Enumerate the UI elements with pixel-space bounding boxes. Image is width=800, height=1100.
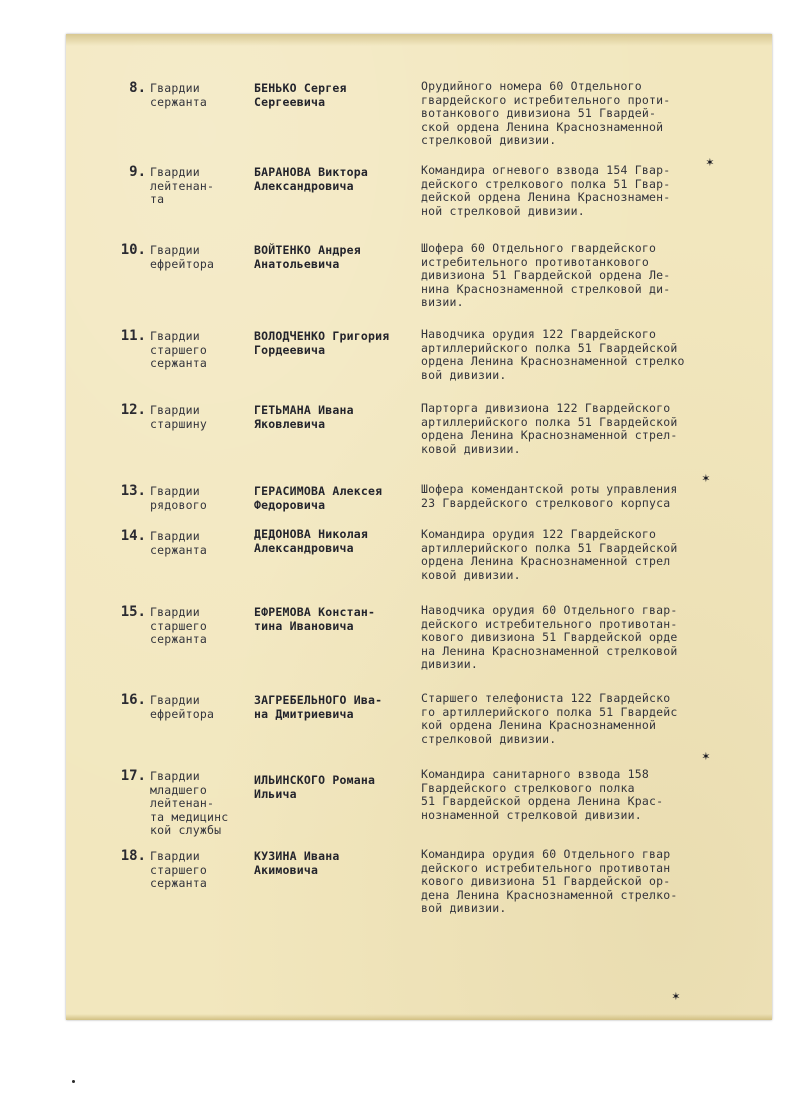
entry-number: 9. bbox=[129, 164, 146, 180]
entry-name: ГЕРАСИМОВА Алексея Федоровича bbox=[254, 484, 383, 512]
page-edge-bottom bbox=[66, 1014, 772, 1020]
entry-description: Командира орудия 60 Отдельного гвар дейского истребительного противотан кового дивизиона 51 Гвардейской ор- дена Ленина Краснознаменной стрелко- вой дивизии. bbox=[421, 847, 678, 915]
entry-name: КУЗИНА Ивана Акимовича bbox=[254, 849, 340, 877]
check-mark-icon: ✶ bbox=[706, 155, 714, 170]
entry-number: 12. bbox=[120, 402, 146, 418]
entry-description: Старшего телефониста 122 Гвардейско го артиллерийского полка 51 Гвардейс кой ордена Ленина Краснознаменной стрелковой дивизии. bbox=[421, 691, 678, 746]
entry-rank: Гвардии сержанта bbox=[150, 81, 207, 109]
entry-name: ЕФРЕМОВА Констан- тина Ивановича bbox=[254, 605, 376, 633]
check-mark-icon: ✶ bbox=[672, 989, 680, 1004]
entry-rank: Гвардии старшего сержанта bbox=[150, 329, 207, 370]
entry-number: 8. bbox=[129, 80, 146, 96]
entry-description: Командира санитарного взвода 158 Гвардейского стрелкового полка 51 Гвардейской ордена Ленина Крас- нознаменной стрелковой дивизии. bbox=[421, 767, 664, 822]
entry-name: ДЕДОНОВА Николая Александровича bbox=[254, 527, 368, 555]
entry-rank: Гвардии рядового bbox=[150, 484, 207, 512]
entry-name: ВОЛОДЧЕНКО Григория Гордеевича bbox=[254, 329, 390, 357]
entry-rank: Гвардии лейтенан- та bbox=[150, 165, 215, 206]
entry-rank: Гвардии старшину bbox=[150, 403, 207, 431]
entry-description: Шофера комендантской роты управления 23 Гвардейского стрелкового корпуса bbox=[421, 482, 678, 510]
entry-name: ИЛЬИНСКОГО Романа Ильича bbox=[254, 773, 376, 801]
entry-name: ГЕТЬМАНА Ивана Яковлевича bbox=[254, 403, 354, 431]
entry-number: 10. bbox=[120, 242, 146, 258]
entry-description: Шофера 60 Отдельного гвардейского истребительного противотанкового дивизиона 51 Гвардейской ордена Ле- нина Краснознаменной стрелковой ди- визии. bbox=[421, 241, 671, 309]
entry-description: Орудийного номера 60 Отдельного гвардейского истребительного проти- вотанкового дивизиона 51 Гвардей- ской ордена Ленина Краснознаменной стрелковой дивизии. bbox=[421, 79, 671, 147]
entry-number: 14. bbox=[120, 528, 146, 544]
entry-name: БЕНЬКО Сергея Сергеевича bbox=[254, 81, 347, 109]
entry-rank: Гвардии ефрейтора bbox=[150, 243, 215, 271]
scan-speck bbox=[72, 1080, 75, 1083]
check-mark-icon: ✶ bbox=[702, 471, 710, 486]
entry-description: Командира орудия 122 Гвардейского артиллерийского полка 51 Гвардейской ордена Ленина Краснознаменной стрел ковой дивизии. bbox=[421, 527, 678, 582]
page-edge-top bbox=[66, 34, 772, 46]
entry-number: 17. bbox=[120, 768, 146, 784]
check-mark-icon: ✶ bbox=[702, 749, 710, 764]
entry-description: Наводчика орудия 60 Отдельного гвар- дейского истребительного противотан- кового дивизиона 51 Гвардейской орде на Ленина Краснознаменной стрелковой дивизии. bbox=[421, 603, 678, 671]
entry-number: 15. bbox=[120, 604, 146, 620]
entry-rank: Гвардии ефрейтора bbox=[150, 693, 215, 721]
entry-name: ЗАГРЕБЕЛЬНОГО Ива- на Дмитриевича bbox=[254, 693, 383, 721]
entry-number: 13. bbox=[120, 483, 146, 499]
entry-name: БАРАНОВА Виктора Александровича bbox=[254, 165, 368, 193]
entry-description: Парторга дивизиона 122 Гвардейского артиллерийского полка 51 Гвардейской ордена Ленина Краснознаменной стрел- ковой дивизии. bbox=[421, 401, 678, 456]
document-page bbox=[66, 34, 772, 1020]
entry-description: Командира огневого взвода 154 Гвар- дейского стрелкового полка 51 Гвар- дейской ордена Ленина Краснознамен- ной стрелковой дивизии. bbox=[421, 163, 671, 218]
entry-rank: Гвардии старшего сержанта bbox=[150, 849, 207, 890]
entry-description: Наводчика орудия 122 Гвардейского артиллерийского полка 51 Гвардейской ордена Ленина Краснознаменной стрелко вой дивизии. bbox=[421, 327, 685, 382]
entry-rank: Гвардии младшего лейтенан- та медицинс кой службы bbox=[150, 769, 229, 837]
entry-number: 11. bbox=[120, 328, 146, 344]
entry-number: 18. bbox=[120, 848, 146, 864]
entry-rank: Гвардии сержанта bbox=[150, 529, 207, 557]
entry-rank: Гвардии старшего сержанта bbox=[150, 605, 207, 646]
entry-number: 16. bbox=[120, 692, 146, 708]
entry-name: ВОЙТЕНКО Андрея Анатольевича bbox=[254, 243, 361, 271]
